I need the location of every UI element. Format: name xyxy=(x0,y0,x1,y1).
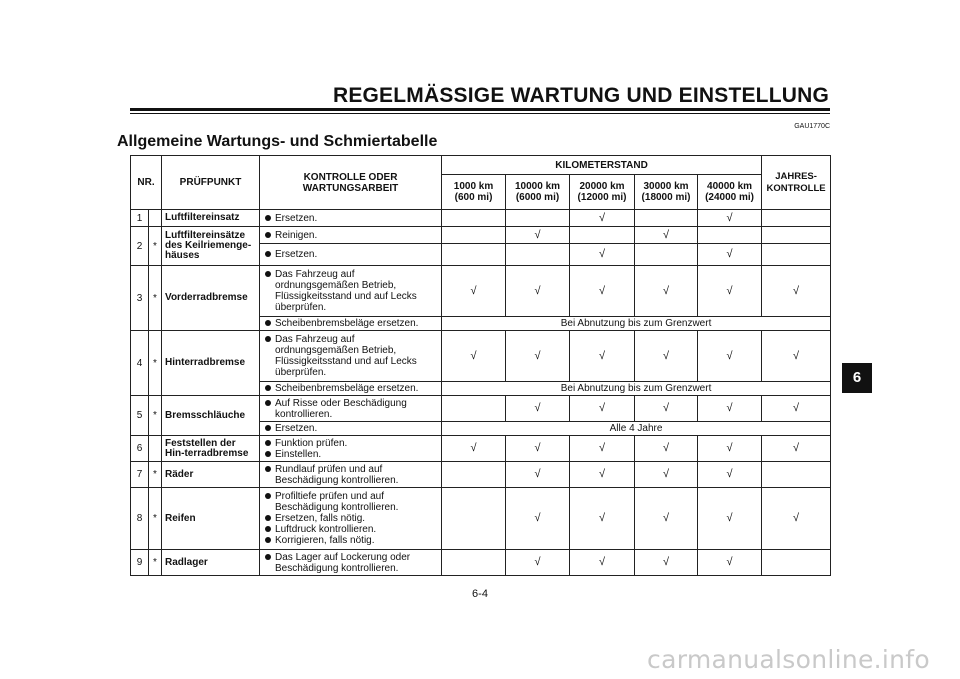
check-mark: √ xyxy=(506,488,570,550)
check-mark: √ xyxy=(762,488,831,550)
header-annual-line2: KONTROLLE xyxy=(766,182,826,194)
work-text: Rundlauf prüfen und auf Beschädigung kontrollieren. xyxy=(275,463,399,486)
interval-cell xyxy=(635,244,698,266)
row-star xyxy=(149,436,162,462)
check-mark: √ xyxy=(698,462,762,488)
check-mark: √ xyxy=(506,396,570,422)
check-mark: √ xyxy=(570,550,635,576)
table-row xyxy=(131,331,831,382)
check-mark: √ xyxy=(570,244,635,266)
check-item: Luftfiltereinsätze des Keilriemenge-häuses xyxy=(162,227,260,266)
bullet-icon xyxy=(265,493,271,499)
header-work-line1: KONTROLLE ODER xyxy=(303,171,398,183)
interval-km: 10000 km xyxy=(514,181,561,192)
interval-note: Alle 4 Jahre xyxy=(442,422,831,436)
bullet-icon xyxy=(265,385,271,391)
table-row xyxy=(131,488,831,550)
work-cell xyxy=(260,396,442,422)
check-mark: √ xyxy=(570,266,635,317)
interval-note: Bei Abnutzung bis zum Grenzwert xyxy=(442,317,831,331)
page-title: REGELMÄSSIGE WARTUNG UND EINSTELLUNG xyxy=(332,84,829,107)
row-number: 5 xyxy=(131,396,149,436)
header-annual-line1: JAHRES- xyxy=(775,170,817,182)
interval-km: 40000 km xyxy=(707,181,753,192)
check-mark: √ xyxy=(506,266,570,317)
interval-cell xyxy=(442,244,506,266)
work-text: Profiltiefe prüfen und auf Beschädigung kontrollieren. xyxy=(275,491,399,513)
row-number: 8 xyxy=(131,488,149,550)
check-mark: √ xyxy=(762,436,831,462)
check-mark: √ xyxy=(698,244,762,266)
table-row xyxy=(131,436,831,462)
check-mark: √ xyxy=(698,436,762,462)
check-item: Hinterradbremse xyxy=(162,331,260,396)
check-item: Luftfiltereinsatz xyxy=(162,210,260,227)
interval-cell xyxy=(442,227,506,244)
bullet-icon xyxy=(265,232,271,238)
interval-cell xyxy=(442,550,506,576)
row-star: * xyxy=(149,396,162,436)
interval-cell xyxy=(442,488,506,550)
row-star: * xyxy=(149,331,162,396)
check-mark: √ xyxy=(698,210,762,227)
bullet-icon xyxy=(265,425,271,431)
check-item: Radlager xyxy=(162,550,260,576)
row-number: 2 xyxy=(131,227,149,266)
annual-cell xyxy=(762,210,831,227)
work-bullet xyxy=(263,464,438,486)
check-mark: √ xyxy=(506,462,570,488)
check-mark: √ xyxy=(506,436,570,462)
interval-mi: (12000 mi) xyxy=(577,192,627,203)
check-item: Reifen xyxy=(162,488,260,550)
table-row xyxy=(131,462,831,488)
work-text: Ersetzen. xyxy=(275,249,318,260)
bullet-icon xyxy=(265,336,271,342)
check-mark: √ xyxy=(442,331,506,382)
bullet-icon xyxy=(265,537,271,543)
row-star: * xyxy=(149,550,162,576)
bullet-icon xyxy=(265,271,271,277)
work-text: Das Fahrzeug auf ordnungsgemäßen Betrieb, Flüssigkeitsstand und auf Lecks überprüfen. xyxy=(275,269,417,313)
check-item: Räder xyxy=(162,462,260,488)
work-cell xyxy=(260,550,442,576)
table-row xyxy=(131,210,831,227)
work-bullet xyxy=(263,269,438,313)
document-code: GAU1770C xyxy=(794,123,830,130)
work-bullet xyxy=(263,383,438,394)
work-cell xyxy=(260,462,442,488)
row-number: 9 xyxy=(131,550,149,576)
check-mark: √ xyxy=(635,462,698,488)
interval-km: 20000 km xyxy=(579,181,625,192)
work-text: Ersetzen, falls nötig. xyxy=(275,513,366,524)
section-title: Allgemeine Wartungs- und Schmiertabelle xyxy=(117,133,438,150)
header-km: KILOMETERSTAND xyxy=(442,156,762,175)
work-cell xyxy=(260,436,442,462)
interval-cell xyxy=(442,462,506,488)
bullet-icon xyxy=(265,440,271,446)
header-nr: NR. xyxy=(131,156,162,210)
interval-cell xyxy=(570,227,635,244)
header-interval xyxy=(698,175,762,210)
header-work-line2: WARTUNGSARBEIT xyxy=(302,182,399,194)
table-row xyxy=(131,550,831,576)
row-star: * xyxy=(149,227,162,266)
check-mark: √ xyxy=(570,436,635,462)
work-text: Scheibenbremsbeläge ersetzen. xyxy=(275,383,419,394)
check-mark: √ xyxy=(506,550,570,576)
work-bullet xyxy=(263,334,438,378)
interval-note: Bei Abnutzung bis zum Grenzwert xyxy=(442,382,831,396)
check-mark: √ xyxy=(570,488,635,550)
check-mark: √ xyxy=(442,436,506,462)
interval-mi: (24000 mi) xyxy=(705,192,754,203)
check-mark: √ xyxy=(762,266,831,317)
check-mark: √ xyxy=(570,462,635,488)
bullet-icon xyxy=(265,466,271,472)
work-text: Reinigen. xyxy=(275,229,318,241)
work-bullet xyxy=(263,213,438,224)
check-item: Vorderradbremse xyxy=(162,266,260,331)
header-interval xyxy=(506,175,570,210)
bullet-icon xyxy=(265,554,271,560)
check-mark: √ xyxy=(635,550,698,576)
check-mark: √ xyxy=(762,331,831,382)
check-mark: √ xyxy=(635,266,698,317)
work-bullet xyxy=(263,230,438,241)
interval-mi: (18000 mi) xyxy=(641,192,691,203)
work-bullet xyxy=(263,398,438,420)
row-number: 4 xyxy=(131,331,149,396)
title-rule-thin xyxy=(130,113,830,114)
chapter-tab[interactable]: 6 xyxy=(842,363,872,393)
annual-cell xyxy=(762,244,831,266)
work-cell xyxy=(260,331,442,382)
check-mark: √ xyxy=(570,396,635,422)
interval-mi: (600 mi) xyxy=(454,192,493,203)
work-cell xyxy=(260,244,442,266)
annual-cell xyxy=(762,462,831,488)
work-bullet xyxy=(263,449,438,460)
check-item: Feststellen der Hin-terradbremse xyxy=(162,436,260,462)
check-mark: √ xyxy=(698,266,762,317)
work-cell xyxy=(260,488,442,550)
work-bullet xyxy=(263,491,438,513)
work-cell xyxy=(260,266,442,317)
table-row xyxy=(131,266,831,317)
work-bullet xyxy=(263,249,438,260)
check-mark: √ xyxy=(698,550,762,576)
work-bullet xyxy=(263,318,438,329)
row-star xyxy=(149,210,162,227)
work-text: Ersetzen. xyxy=(275,212,318,224)
row-number: 6 xyxy=(131,436,149,462)
work-text: Auf Risse oder Beschädigung kontrollieren. xyxy=(275,397,407,420)
work-text: Luftdruck kontrollieren. xyxy=(275,524,377,535)
annual-cell xyxy=(762,227,831,244)
row-star: * xyxy=(149,266,162,331)
header-interval xyxy=(570,175,635,210)
bullet-icon xyxy=(265,320,271,326)
row-number: 1 xyxy=(131,210,149,227)
row-star: * xyxy=(149,462,162,488)
interval-km: 1000 km xyxy=(453,181,494,192)
work-text: Korrigieren, falls nötig. xyxy=(275,535,375,546)
annual-cell xyxy=(762,550,831,576)
bullet-icon xyxy=(265,526,271,532)
bullet-icon xyxy=(265,215,271,221)
work-cell xyxy=(260,382,442,396)
check-mark: √ xyxy=(506,331,570,382)
work-text: Ersetzen. xyxy=(275,423,318,434)
interval-cell xyxy=(698,227,762,244)
interval-cell xyxy=(506,210,570,227)
interval-cell xyxy=(442,396,506,422)
bullet-icon xyxy=(265,515,271,521)
interval-cell xyxy=(442,210,506,227)
work-cell xyxy=(260,210,442,227)
bullet-icon xyxy=(265,251,271,257)
maintenance-table xyxy=(130,155,831,576)
interval-km: 30000 km xyxy=(643,181,689,192)
bullet-icon xyxy=(265,400,271,406)
bullet-icon xyxy=(265,451,271,457)
header-interval xyxy=(635,175,698,210)
header-interval xyxy=(442,175,506,210)
interval-cell xyxy=(635,210,698,227)
check-mark: √ xyxy=(762,396,831,422)
header-work xyxy=(260,156,442,210)
table-row xyxy=(131,396,831,422)
work-bullet xyxy=(263,438,438,449)
check-mark: √ xyxy=(570,331,635,382)
work-text: Einstellen. xyxy=(275,448,322,460)
watermark: carmanualsonline.info xyxy=(647,645,930,674)
check-mark: √ xyxy=(635,331,698,382)
work-text: Das Lager auf Lockerung oder Beschädigung kontrollieren. xyxy=(275,551,411,574)
title-rule-thick xyxy=(130,108,830,111)
check-mark: √ xyxy=(635,436,698,462)
work-cell xyxy=(260,317,442,331)
interval-mi: (6000 mi) xyxy=(515,192,560,203)
check-mark: √ xyxy=(698,488,762,550)
check-item: Bremsschläuche xyxy=(162,396,260,436)
check-mark: √ xyxy=(698,331,762,382)
check-mark: √ xyxy=(635,227,698,244)
header-annual xyxy=(762,156,831,210)
interval-cell xyxy=(506,244,570,266)
work-bullet xyxy=(263,524,438,535)
work-cell xyxy=(260,422,442,436)
row-star: * xyxy=(149,488,162,550)
work-text: Scheibenbremsbeläge ersetzen. xyxy=(275,318,419,329)
work-text: Funktion prüfen. xyxy=(275,437,348,449)
check-mark: √ xyxy=(635,488,698,550)
work-cell xyxy=(260,227,442,244)
row-number: 7 xyxy=(131,462,149,488)
check-mark: √ xyxy=(635,396,698,422)
work-bullet xyxy=(263,423,438,434)
work-bullet xyxy=(263,552,438,574)
check-mark: √ xyxy=(442,266,506,317)
header-item: PRÜFPUNKT xyxy=(162,156,260,210)
work-text: Das Fahrzeug auf ordnungsgemäßen Betrieb, Flüssigkeitsstand und auf Lecks überprüfen. xyxy=(275,334,417,378)
table-row xyxy=(131,227,831,244)
page-number: 6-4 xyxy=(472,588,488,600)
check-mark: √ xyxy=(698,396,762,422)
row-number: 3 xyxy=(131,266,149,331)
work-bullet xyxy=(263,535,438,546)
check-mark: √ xyxy=(570,210,635,227)
check-mark: √ xyxy=(506,227,570,244)
work-bullet xyxy=(263,513,438,524)
